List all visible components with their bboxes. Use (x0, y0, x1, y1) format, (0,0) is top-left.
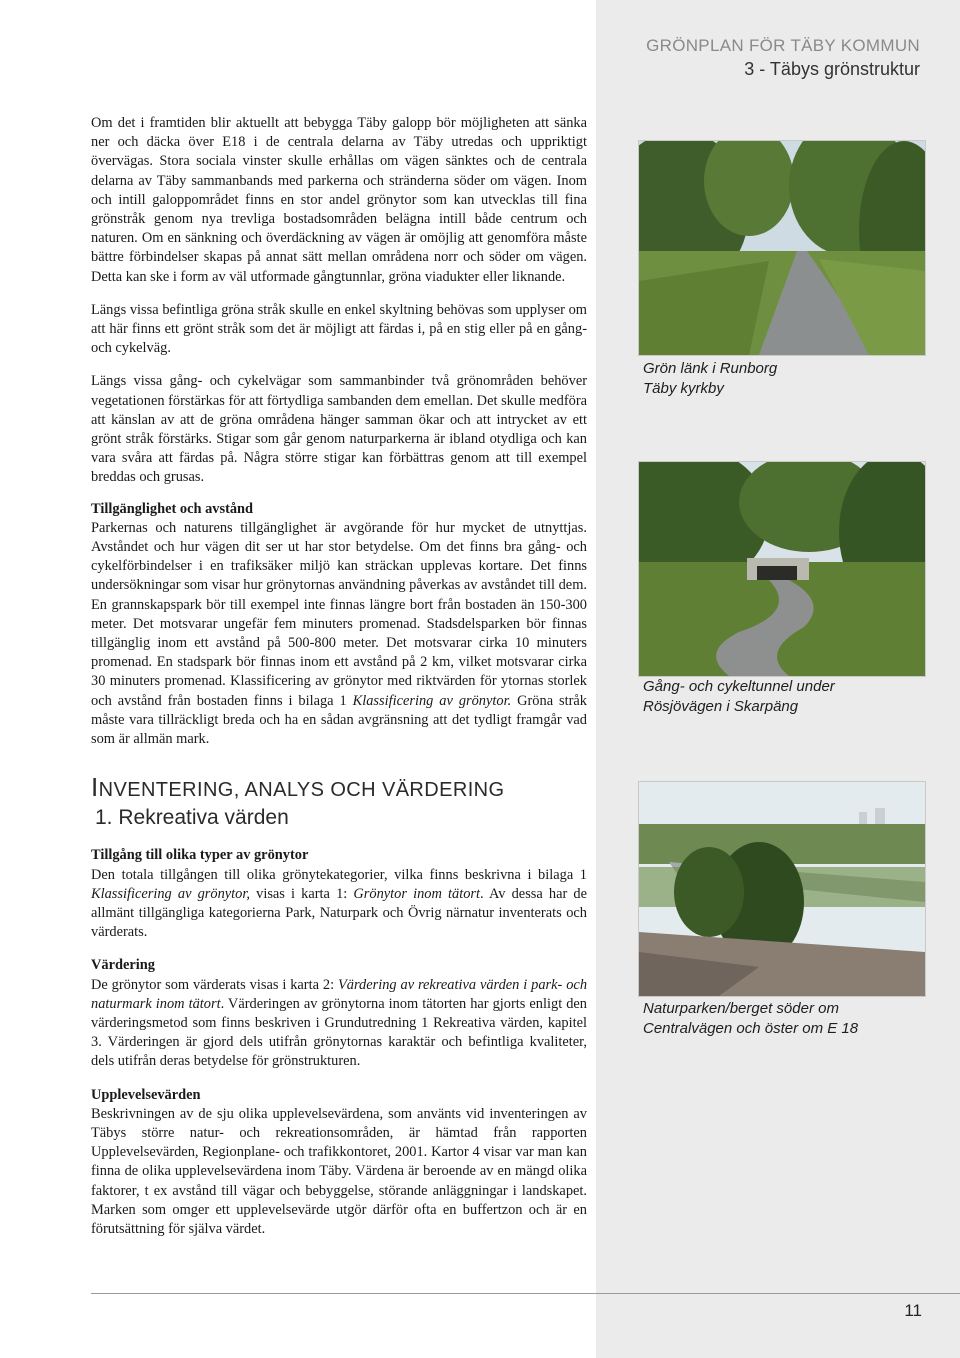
forest-path-photo (638, 140, 926, 356)
appendix-reference: Klassificering av grönytor. (352, 692, 512, 709)
main-text-column (91, 114, 587, 1239)
page-header (646, 36, 920, 81)
valuation-heading: Värdering (91, 957, 155, 974)
experience-heading: Upplevelsevärden (91, 1086, 201, 1103)
photo-caption-3: Naturparken/berget söder om Centralvägen och öster om E 18 (643, 1000, 859, 1037)
rocky-hill-highway-photo (638, 781, 926, 997)
paragraph-valuation: De grönytor som värderats visas i karta 2: Värdering av rekreativa värden i park- och naturmark inom tätort. Värderingen av grönytorna inom tätorten har gjorts enligt den värderingsmetod som finns beskriven i Grundutredning 1 Rekreativa värden, kapitel 3. Värderingen är gjord dels utifrån grönytornas karaktär och befintliga kvaliteter, dels utifrån deras betydelse för grönstrukturen. (91, 976, 588, 1070)
chapter-title: 3 - Täbys grönstruktur (744, 59, 920, 79)
footer-divider (91, 1293, 960, 1294)
photo-caption-1: Grön länk i Runborg Täby kyrkby (643, 360, 778, 397)
photo-caption-2: Gång- och cykeltunnel under Rösjövägen i Skarpäng (643, 678, 835, 715)
paragraph-access: Parkernas och naturens tillgänglighet är avgörande för hur mycket de utnyttjas. Avståndet och hur vägen dit ser ut har stor betydelse. Om det finns bra gång- och cykelförbindelser i en trafiksäker miljö kan sträckan upplevas kortare. Det finns undersökningar som visar hur grönytornas användning påverkas av avståndet till dem. En grannskapspark bör till exempel inte finnas längre bort från bostaden än 150-300 meter. Det motsvarar ungefär fem minuters promenad. Stadsdelsparken bör finnas tillgänglig inom ett avstånd på 500-800 meter. Det motsvarar cirka 10 minuters promenad. En stadspark bör finnas inom ett avstånd på 2 km, vilket motsvarar cirka 30 minuters promenad. Klassificering av grönytor med riktvärden för ytornas storlek och avstånd från bostaden finns i bilaga 1 Klassificering av grönytor. Gröna stråk måste vara tillräckligt breda och ha en sådan avgränsning att det tydligt framgår vad som är allmän mark. (91, 519, 587, 748)
paragraph-e18: Om det i framtiden blir aktuellt att bebygga Täby galopp bör möjligheten att sänka ner och däcka över E18 i de centrala delarna av Täby utredas och uppriktigt övervägas. Stora sociala vinster skulle erhållas om vägen sänktes och de centrala delarna av Täby sammanbands med parkerna och stränderna söder om vägen. Inom och intill galoppområdet finns en stor andel grönytor som kan utvecklas till fina grönstråk genom nya trevliga bostadsområden belägna intill både centrum och naturen. Om en sänkning och överdäckning av vägen är omöjlig att genomföra måste bättre förbindelser skapas på annat sätt mellan områdena norr och söder om vägen. Detta kan ske i form av väl utformade gångtunnlar, gröna viadukter eller liknande. (91, 115, 587, 285)
access-heading: Tillgänglighet och avstånd (91, 500, 254, 517)
document-title: GRÖNPLAN FÖR TÄBY KOMMUN (646, 36, 920, 55)
inventory-heading: Tillgång till olika typer av grönytor (91, 847, 309, 864)
paragraph-signage: Längs vissa befintliga gröna stråk skulle en enkel skyltning behövas som upplyser om att här finns ett grönt stråk som det är möjligt att färdas i, på en stig eller på en gång- och cykelväg. (91, 301, 587, 357)
cycle-tunnel-photo (638, 461, 926, 677)
paragraph-experience: Beskrivningen av de sju olika upplevelsevärdena, som använts vid inventeringen av Täbys större natur- och rekreationsområden, är hämtad från rapporten Upplevelsevärden, Regionplane- och trafikkontoret, 2001. Kartor 4 visar var man kan finna de olika upplevelsevärdena inom Täby. Värdena är beroende av en mängd olika faktorer, t ex avstånd till vägar och bebyggelse, störande anläggningar i landskapet. Marken som omger ett upplevelsevärde utgör därför ofta en buffertzon och är en förutsättning för själva värdet. (91, 1105, 587, 1237)
section-heading (91, 772, 587, 832)
paragraph-vegetation: Längs vissa gång- och cykelvägar som sammanbinder två grönområden behöver vegetationen förstärkas för att förtydliga sambanden dem emellan. Det skulle medföra att känslan av att de gröna områdena hänger samman ökar och att intrycket av ett grönt stråk förstärks. Stigar som går genom naturparkerna är ibland otydliga och kan vara svåra att färdas på. Några större stigar kan förbättras genom att till exempel breddas och grusas. (91, 373, 587, 486)
subsection-title: 1. Rekreativa värden (95, 806, 289, 830)
paragraph-inventory: Den totala tillgången till olika grönytekategorier, vilka finns beskrivna i bilaga 1 Klassificering av grönytor, visas i karta 1: Grönytor inom tätort. Av dessa har de allmänt tillgängliga kategorierna Park, Naturpark och Övrig närnatur inventerats och värderats. (91, 866, 588, 941)
section-title: INVENTERING, ANALYS OCH VÄRDERING (91, 772, 505, 803)
page-number: 11 (904, 1301, 922, 1320)
